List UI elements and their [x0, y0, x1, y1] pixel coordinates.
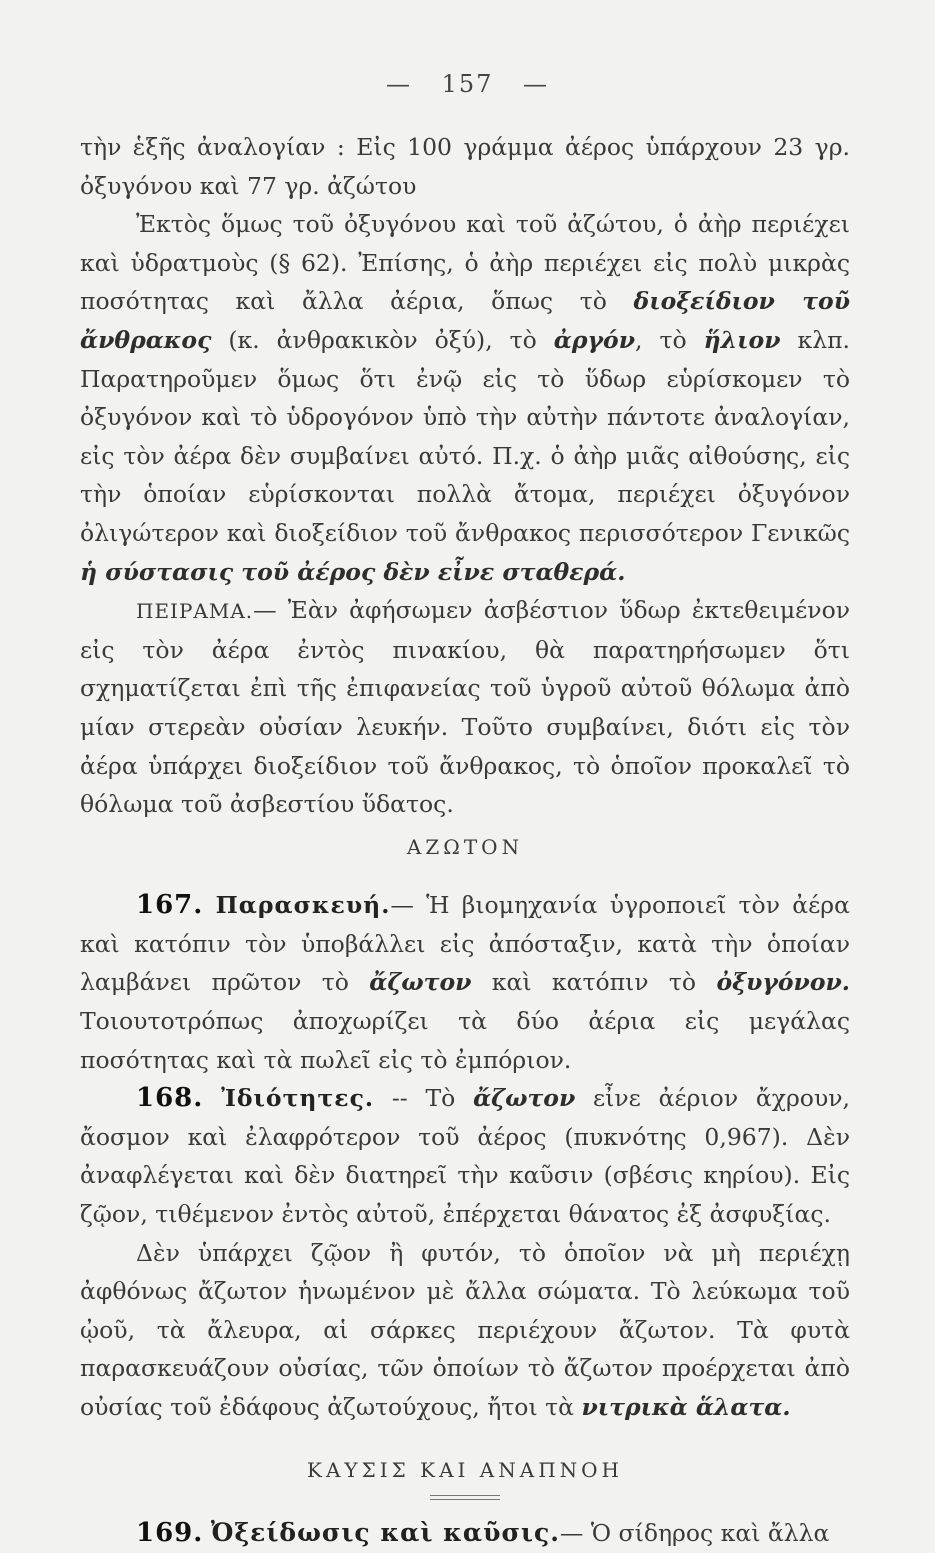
header-dash-left: —: [385, 70, 412, 98]
text-span: , τὸ: [635, 325, 704, 354]
text-span: καὶ κατόπιν τὸ: [471, 968, 717, 997]
text-span: τὴν ἑξῆς ἀναλογίαν : Εἰς 100 γράμμα ἀέρος ὑπάρχουν 23 γρ. ὀξυγόνου καὶ 77 γρ. ἀζώτου: [80, 133, 850, 200]
term-nitrogen: ἄζωτον: [473, 1084, 576, 1113]
paragraph-nitrogen-in-life: [80, 1234, 850, 1427]
text-span: κλπ. Παρατηροῦμεν ὅμως ὅτι ἐνῷ εἰς τὸ ὕδωρ εὑρίσκομεν τὸ ὀξυγόνον καὶ τὸ ὑδρογόνον ὑπὸ τὴν αὐτὴν πάντοτε ἀναλογίαν, εἰς τὸν ἀέρα δὲν συμβαίνει αὐτό. Π.χ. ὁ ἀὴρ μιᾶς αἰθούσης, εἰς τὴν ὁποίαν εὑρίσκονται πολλὰ ἄτομα, περιέχει ὀξυγόνον ὀλιγώτερον καὶ διοξείδιον τοῦ ἄνθρακος περισσότερον Γενικῶς: [80, 325, 851, 547]
term-oxygen: ὀξυγόνον.: [716, 968, 850, 997]
section-number: 167.: [136, 890, 204, 921]
term-carbon-dioxide: διοξείδιον τοῦ ἄνθρακος: [80, 287, 850, 354]
term-helium: ἥλιον: [703, 325, 781, 354]
section-heading-nitrogen: ΑΖΩΤΟΝ: [406, 834, 524, 859]
section-heading-combustion: ΚΑΥΣΙΣ ΚΑΙ ΑΝΑΠΝΟΗ: [307, 1457, 623, 1482]
text-span: -- Τὸ: [374, 1084, 474, 1113]
section-169: [80, 1514, 850, 1553]
term-composition-not-constant: ἡ σύστασις τοῦ ἀέρος δὲν εἶνε σταθερά.: [80, 557, 626, 586]
paragraph-other-gases: [80, 205, 850, 591]
page-number: 157: [441, 70, 494, 98]
text-span: Δὲν ὑπάρχει ζῷον ἢ φυτόν, τὸ ὁποῖον νὰ μὴ περιέχῃ ἀφθόνως ἄζωτον ἡνωμένον μὲ ἄλλα σώματα. Τὸ λεύκωμα τοῦ ᾠοῦ, τὰ ἄλευρα, αἱ σάρκες περιέχουν ἄζωτον. Τὰ φυτὰ παρασκευάζουν οὐσίας, τῶν ὁποίων τὸ ἄζωτον προέρχεται ἀπὸ οὐσίας τοῦ ἐδάφους ἀζωτούχους, ἤτοι τὰ: [80, 1238, 850, 1421]
section-167: [80, 886, 850, 1079]
section-168: [80, 1079, 850, 1233]
paragraph-composition: [80, 128, 850, 205]
body-text: [80, 128, 850, 1553]
term-argon: ἀργόν: [553, 325, 636, 354]
term-nitrogen: ἄζωτον: [369, 968, 472, 997]
text-span: εἶνε ἀέριον ἄχρουν, ἄοσμον καὶ ἐλαφρότερον τοῦ ἀέρος (πυκνότης 0,967). Δὲν ἀναφλέγεται καὶ δὲν διατηρεῖ τὴν καῦσιν (σβέσις κηρίου). Εἰς ζῷον, τιθέμενον ἐντὸς αὐτοῦ, ἐπέρχεται θάνατος ἐξ ἀσφυξίας.: [80, 1084, 850, 1229]
section-title: Ἰδιότητες.: [221, 1084, 375, 1113]
page-header: [0, 70, 935, 98]
text-span: — Ὁ σίδηρος καὶ ἄλλα: [559, 1519, 830, 1548]
text-span: (κ. ἀνθρακικὸν ὀξύ), τὸ: [211, 325, 554, 354]
section-title: Παρασκευή.: [215, 891, 391, 920]
text-span: Ἐκτὸς ὅμως τοῦ ὀξυγόνου καὶ τοῦ ἀζώτου, ὁ ἀὴρ περιέχει καὶ ὑδρατμοὺς (§ 62). Ἐπίσης, ὁ ἀὴρ περιέχει εἰς πολὺ μικρὰς ποσότητας καὶ ἄλλα ἀέρια, ὅπως τὸ: [80, 210, 850, 316]
text-span: — Ἡ βιομηχανία ὑγροποιεῖ τὸν ἀέρα καὶ κατόπιν τὸν ὑποβάλλει εἰς ἀπόσταξιν, κατὰ τὴν ὁποίαν λαμβάνει πρῶτον τὸ: [80, 891, 850, 997]
ornament-rule: [430, 1495, 500, 1500]
spacer: [80, 1427, 850, 1447]
section-number: 168.: [136, 1083, 204, 1114]
section-number: 169.: [136, 1518, 204, 1549]
text-span: — Ἐὰν ἀφήσωμεν ἀσβέστιον ὕδωρ ἐκτεθειμένον εἰς τὸν ἀέρα ἐντὸς πινακίου, θὰ παρατηρήσωμεν ὅτι σχηματίζεται ἐπὶ τῆς ἐπιφανείας τοῦ ὑγροῦ αὐτοῦ θόλωμα ἀπὸ μίαν στερεὰν οὐσίαν λευκήν. Τοῦτο συμβαίνει, διότι εἰς τὸν ἀέρα ὑπάρχει διοξείδιον τοῦ ἄνθρακος, τὸ ὁποῖον προκαλεῖ τὸ θόλωμα τοῦ ἀσβεστίου ὕδατος.: [80, 596, 850, 819]
term-nitrates: νιτρικὰ ἅλατα.: [581, 1393, 791, 1421]
paragraph-experiment: [80, 591, 850, 824]
text-span: Τοιουτοτρόπως ἀποχωρίζει τὰ δύο ἀέρια εἰς μεγάλας ποσότητας καὶ τὰ πωλεῖ εἰς τὸ ἐμπόριον.: [80, 1007, 850, 1074]
experiment-label: ΠΕΙΡΑΜΑ.: [136, 599, 254, 624]
header-dash-right: —: [523, 70, 550, 98]
section-title: Ὀξείδωσις καὶ καῦσις.: [210, 1518, 560, 1548]
